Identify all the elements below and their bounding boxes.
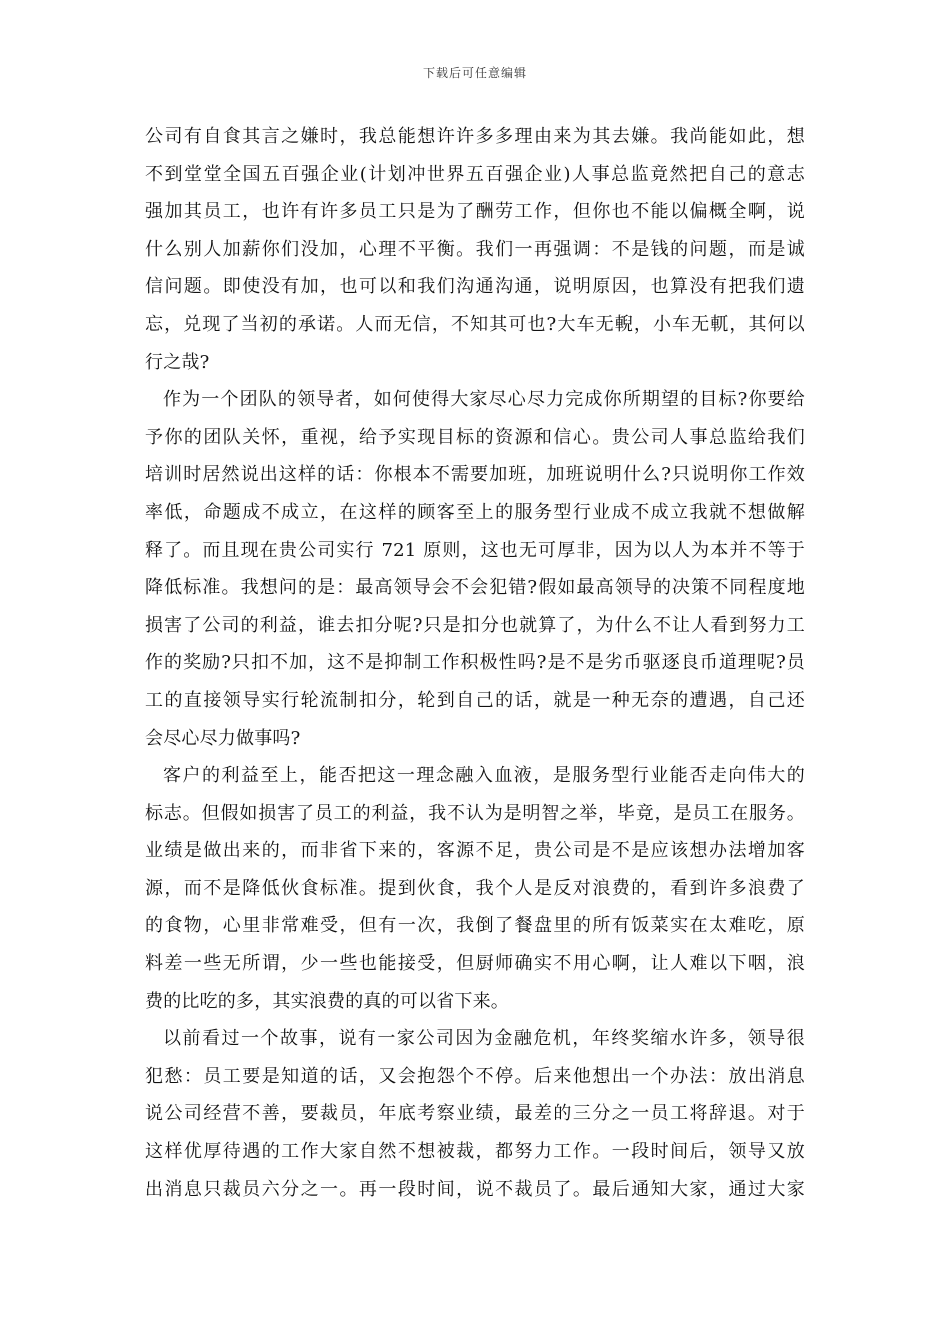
paragraph-3: [145, 757, 805, 1020]
text-line: 强加其员工，也许有许多员工只是为了酬劳工作，但你也不能以偏概全啊，说: [145, 201, 805, 223]
text-line: 率低，命题成不成立，在这样的顾客至上的服务型行业成不成立我就不想做解: [145, 501, 805, 523]
text-line: 行之哉?: [145, 351, 210, 373]
text-line: 的食物，心里非常难受，但有一次，我倒了餐盘里的所有饭菜实在太难吃，原: [145, 915, 805, 937]
text-line: 培训时居然说出这样的话：你根本不需要加班，加班说明什么?只说明你工作效: [145, 464, 805, 486]
text-line: 作的奖励?只扣不加，这不是抑制工作积极性吗?是不是劣币驱逐良币道理呢?员: [145, 652, 805, 674]
page-header: 下载后可任意编辑: [422, 66, 527, 80]
text-line: 源，而不是降低伙食标准。提到伙食，我个人是反对浪费的，看到许多浪费了: [145, 877, 805, 899]
text-line: 会尽心尽力做事吗?: [145, 727, 301, 749]
text-line: 料差一些无所谓，少一些也能接受，但厨师确实不用心啊，让人难以下咽，浪: [145, 953, 805, 975]
text-line: 释了。而且现在贵公司实行 721 原则，这也无可厚非，因为以人为本并不等于: [145, 539, 805, 561]
text-line: 什么别人加薪你们没加，心理不平衡。我们一再强调：不是钱的问题，而是诚: [145, 238, 805, 260]
text-line: 工的直接领导实行轮流制扣分，轮到自己的话，就是一种无奈的遭遇，自己还: [145, 689, 805, 711]
document-body: [145, 118, 805, 1208]
text-line: 信问题。即使没有加，也可以和我们沟通沟通，说明原因，也算没有把我们遗: [145, 276, 805, 298]
paragraph-2: [145, 381, 805, 757]
text-line: 这样优厚待遇的工作大家自然不想被裁，都努力工作。一段时间后，领导又放: [145, 1141, 805, 1163]
text-line: 犯愁：员工要是知道的话，又会抱怨个不停。后来他想出一个办法：放出消息: [145, 1065, 805, 1087]
text-line: 以前看过一个故事，说有一家公司因为金融危机，年终奖缩水许多，领导很: [163, 1028, 805, 1050]
text-line: 不到堂堂全国五百强企业(计划冲世界五百强企业)人事总监竟然把自己的意志: [145, 163, 805, 185]
text-line: 忘，兑现了当初的承诺。人而无信，不知其可也?大车无輗，小车无軏，其何以: [145, 313, 805, 335]
text-line: 费的比吃的多，其实浪费的真的可以省下来。: [145, 990, 509, 1012]
text-line: 客户的利益至上，能否把这一理念融入血液，是服务型行业能否走向伟大的: [163, 765, 805, 787]
paragraph-4: [145, 1020, 805, 1208]
text-line: 作为一个团队的领导者，如何使得大家尽心尽力完成你所期望的目标?你要给: [163, 389, 805, 411]
text-line: 降低标准。我想问的是：最高领导会不会犯错?假如最高领导的决策不同程度地: [145, 577, 805, 599]
text-line: 出消息只裁员六分之一。再一段时间，说不裁员了。最后通知大家，通过大家: [145, 1178, 805, 1200]
text-line: 予你的团队关怀，重视，给予实现目标的资源和信心。贵公司人事总监给我们: [145, 426, 805, 448]
text-line: 业绩是做出来的，而非省下来的，客源不足，贵公司是不是应该想办法增加客: [145, 840, 805, 862]
text-line: 公司有自食其言之嫌时，我总能想许许多多理由来为其去嫌。我尚能如此，想: [145, 126, 805, 147]
text-line: 标志。但假如损害了员工的利益，我不认为是明智之举，毕竟，是员工在服务。: [145, 802, 805, 824]
text-line: 损害了公司的利益，谁去扣分呢?只是扣分也就算了，为什么不让人看到努力工: [145, 614, 805, 636]
text-line: 说公司经营不善，要裁员，年底考察业绩，最差的三分之一员工将辞退。对于: [145, 1103, 805, 1125]
paragraph-1: [145, 118, 805, 381]
